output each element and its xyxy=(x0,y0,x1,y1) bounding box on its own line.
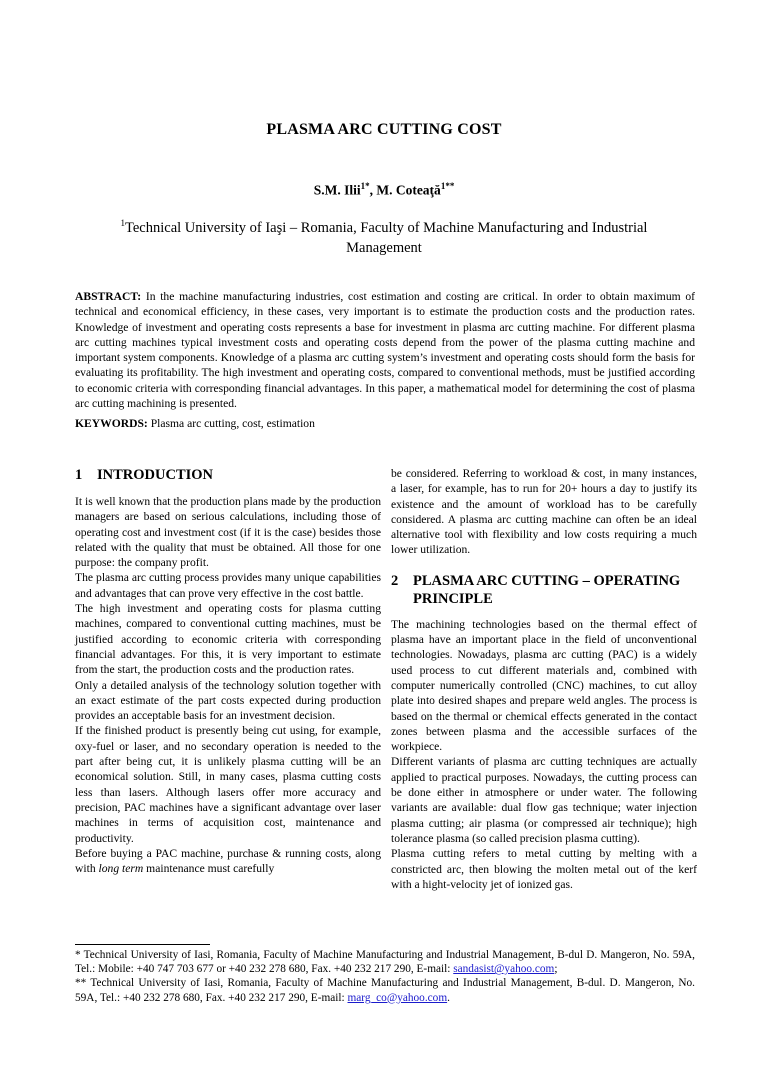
section-2-heading xyxy=(391,572,697,608)
abstract-text: In the machine manufacturing industries, cost estimation and costing are critical. In order to obtain maximum of technical and economical efficiency, in these cases, very important is to estimate the production costs and the production rates. Knowledge of investment and operating costs represents a base for investment in plasma arc cutting machine. For different plasma arc cutting machines typical investment costs and operating costs depend from the power of the plasma cutting machine and important system components. Knowledge of a plasma arc cutting system’s investment and operating costs should form the basis for evaluating its profitability. The high investment and operating costs, compared to conventional methods, must be justified according to economic criteria with corresponding financial advantages. In this paper, a mathematical model for determining the cost of plasma arc cutting machining is presented. xyxy=(75,290,695,411)
footnote-1-end: ; xyxy=(554,963,558,976)
author-2-name: M. Coteaţă xyxy=(376,182,441,198)
section-2-title: PLASMA ARC CUTTING – OPERATING PRINCIPLE xyxy=(413,572,681,607)
right-column xyxy=(391,466,697,892)
affiliation-marker: 1 xyxy=(120,218,126,228)
email-link-2[interactable]: marg_co@yahoo.com xyxy=(347,991,448,1004)
section-1-paragraph: The plasma arc cutting process provides many unique capabilities and advantages that can prove very effective in the cost battle. xyxy=(75,571,381,600)
section-1-paragraph: It is well known that the production plans made by the production managers are based on serious calculations, including those of operating cost and investment cost (if it is the case) besides those related with the quality that must be obtained. All those for one purpose: the company profit. xyxy=(75,495,381,570)
section-2-paragraph: The machining technologies based on the thermal effect of plasma have an important place in the field of unconventional technologies. Nowadays, plasma arc cutting (PAC) is a widely used process to cut different materials and, combined with computer numerically controlled (CNC) machines, to cut alloy plate into desired shapes and prepare weld angles. The process is based on the thermal or chemical effects generated in the contact zones between plasma and the accessible surfaces of the workpiece. xyxy=(391,617,697,754)
email-link-1[interactable]: sandasist@yahoo.com xyxy=(453,963,555,976)
author-1-marker: 1* xyxy=(360,181,370,191)
emphasis-long-term: long term xyxy=(98,862,144,876)
author-1-name: S.M. Ilii xyxy=(313,182,361,198)
footnote-1 xyxy=(75,948,695,976)
footnote-2 xyxy=(75,976,695,1004)
author-2-marker: 1** xyxy=(440,181,455,191)
keywords-label: KEYWORDS: xyxy=(75,417,148,430)
author-separator: , xyxy=(369,182,377,198)
section-2-paragraph: Different variants of plasma arc cutting techniques are actually applied to practical purposes. Nowadays, the cutting process can be done either in atmosphere or under water. The following variants are available: dual flow gas technique; water injection plasma cutting; air plasma (or compressed air technique); high tolerance plasma (so called precision plasma cutting). xyxy=(391,755,697,845)
left-column xyxy=(75,466,381,876)
section-2-paragraph: Plasma cutting refers to metal cutting by melting with a constricted arc, then blowing the molten metal out of the kerf with a hight-velocity jet of ionized gas. xyxy=(391,847,697,891)
section-1-heading xyxy=(75,466,381,484)
footnote-2-end: . xyxy=(447,991,450,1004)
section-1-paragraph-last xyxy=(75,846,381,877)
section-1-paragraph: The high investment and operating costs for plasma cutting machines, compared to conventional cutting machines, must be justified according to economic criteria with corresponding financial advantages. For this, it is very important to estimate from the start, the production costs and the production rates. xyxy=(75,602,381,677)
paper-title: PLASMA ARC CUTTING COST xyxy=(266,121,502,138)
section-1-title: INTRODUCTION xyxy=(97,467,214,483)
abstract-label: ABSTRACT: xyxy=(75,290,142,303)
footnote-1-text: * Technical University of Iasi, Romania, Faculty of Machine Manufacturing and Industrial Management, B-dul D. Mangeron, No. 59A, Tel.: Mobile: +40 747 703 677 or +40 232 278 680, Fax. +40 232 217 290, E-mail: xyxy=(75,949,695,976)
section-1-paragraph: If the finished product is presently being cut using, for example, oxy-fuel or laser, and no secondary operation is needed to the part after being cut, it is unlikely plasma cutting will be an economical solution. Still, in many cases, plasma cutting costs less than lasers. Although lasers offer more accuracy and precision, PAC machines have a significant advantage over laser machines in terms of acquisition cost, maintenance and productivity. xyxy=(75,724,381,845)
abstract xyxy=(75,289,695,411)
affiliation-text: Technical University of Iaşi – Romania, Faculty of Machine Manufacturing and Industrial Management xyxy=(125,219,648,256)
footnotes xyxy=(75,948,695,1005)
text-run: Before buying a PAC machine, purchase & running costs, along with xyxy=(75,846,381,876)
section-1-number: 1 xyxy=(75,467,83,483)
keywords-text: Plasma arc cutting, cost, estimation xyxy=(147,417,315,430)
author-line xyxy=(0,181,768,199)
section-2-number: 2 xyxy=(391,572,399,589)
footnote-divider xyxy=(75,944,210,945)
section-1-continued: be considered. Referring to workload & cost, in many instances, a laser, for example, has to run for 20+ hours a day to justify its existence and the amount of workload has to be carefully considered. A plasma arc cutting machine can often be an ideal alternative tool with flexibility and low costs requiring a much lower utilization. xyxy=(391,467,697,557)
section-1-paragraph: Only a detailed analysis of the technology solution together with an exact estimate of the part costs expected during production provides an acceptable basis for an investment decision. xyxy=(75,678,381,723)
keywords xyxy=(75,417,695,430)
footnote-2-text: ** Technical University of Iasi, Romania, Faculty of Machine Manufacturing and Industrial Management, B-dul. D. Mangeron, No. 59A, Tel.: +40 232 278 680, Fax. +40 232 217 290, E-mail: xyxy=(75,977,695,1004)
text-run: maintenance must carefully xyxy=(143,862,275,876)
affiliation xyxy=(92,213,676,258)
